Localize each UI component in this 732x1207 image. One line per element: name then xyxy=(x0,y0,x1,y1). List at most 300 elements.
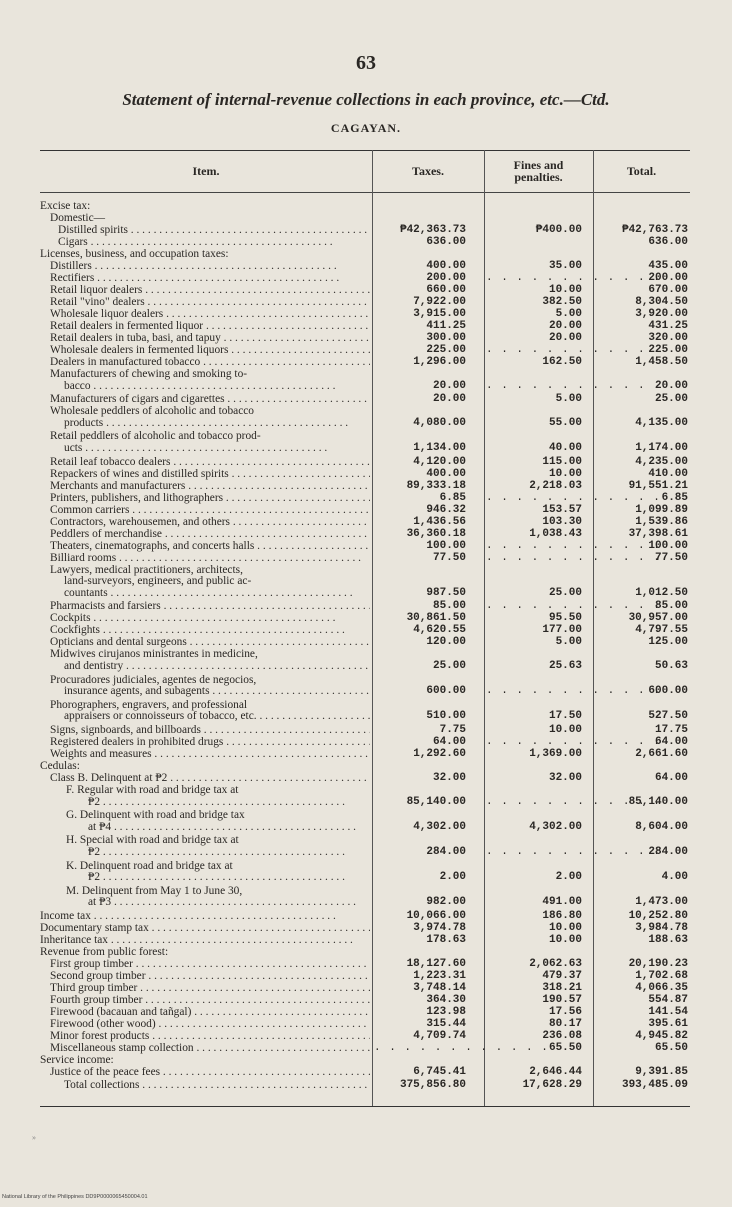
row-item-line: Lawyers, medical practitioners, architects, xyxy=(50,563,243,576)
row-taxes: 660.00 xyxy=(426,284,466,296)
row-fines xyxy=(486,345,582,357)
row-total: 320.00 xyxy=(648,332,688,344)
row-item-line: Repackers of wines and distilled spirits . . . xyxy=(40,469,370,481)
header-total: Total. xyxy=(626,164,657,178)
row-total: 4.00 xyxy=(661,871,688,884)
row-item xyxy=(40,297,370,309)
row-item-line: Cockpits . . . xyxy=(40,613,370,625)
row-fines: 153.57 xyxy=(542,503,582,516)
row-item-line: Contractors, warehousemen, and others . . . xyxy=(40,517,370,529)
row-taxes: 6,745.41 xyxy=(413,1066,466,1078)
row-item xyxy=(40,369,370,392)
row-total: 4,945.82 xyxy=(635,1030,688,1042)
row-fines: 55.00 xyxy=(548,416,582,429)
row-fines: 1,038.43 xyxy=(529,527,582,540)
row-taxes: 225.00 xyxy=(426,344,466,356)
row-item-line: ₱2 . . . xyxy=(40,847,370,859)
row-total: 6.85 xyxy=(661,491,688,504)
row-item xyxy=(40,1055,370,1067)
table-bottom-rule xyxy=(40,1106,690,1107)
row-item xyxy=(40,1007,370,1019)
table-row xyxy=(40,529,690,541)
row-total: 554.87 xyxy=(648,994,688,1006)
row-item-line: M. Delinquent from May 1 to June 30, xyxy=(66,884,243,897)
row-fines: 177.00 xyxy=(542,624,582,637)
row-item-line: Firewood (bacauan and tañgal) . . . xyxy=(40,1007,370,1019)
row-fines xyxy=(486,381,582,393)
row-fines: 10.00 xyxy=(548,284,582,296)
row-item-line: Excise tax: xyxy=(40,200,91,212)
page-title: Statement of internal-revenue collections in each province, etc.—Ctd. xyxy=(122,90,610,109)
row-total: 3,984.78 xyxy=(635,922,688,934)
row-item-line: First group timber . . . xyxy=(40,959,370,971)
row-item-line: G. Delinquent with road and bridge tax xyxy=(66,809,245,822)
row-item xyxy=(40,201,370,213)
row-item-line: Common carriers . . . xyxy=(40,505,370,517)
row-fines xyxy=(486,847,582,859)
table-row xyxy=(40,725,690,737)
table-row xyxy=(40,249,690,261)
table-row xyxy=(40,935,690,947)
row-item-line: Peddlers of merchandise . . . xyxy=(40,529,370,541)
table-row xyxy=(40,613,690,625)
row-item-line: Service income: xyxy=(40,1054,114,1066)
row-total: 435.00 xyxy=(648,260,688,272)
row-taxes: 1,292.60 xyxy=(413,748,466,760)
row-item xyxy=(40,637,370,649)
table-row xyxy=(40,773,690,785)
row-item-line: Merchants and manufacturers . . . xyxy=(40,481,370,493)
row-item xyxy=(40,971,370,983)
table-row xyxy=(40,394,690,406)
row-taxes: 123.98 xyxy=(426,1006,466,1018)
row-taxes xyxy=(374,1043,466,1055)
row-fines: 162.50 xyxy=(542,356,582,368)
row-item-line: Printers, publishers, and lithographers . . . xyxy=(40,493,370,505)
row-item xyxy=(40,321,370,333)
row-item-line: Cigars . . . xyxy=(40,237,370,249)
row-item-line: Wholesale peddlers of alcoholic and tobacco xyxy=(50,405,254,418)
row-taxes: 4,120.00 xyxy=(413,455,466,468)
row-item-line: ₱2 . . . xyxy=(40,872,370,884)
row-taxes: 3,748.14 xyxy=(413,982,466,994)
row-item-line: ₱2 . . . xyxy=(40,797,370,809)
row-taxes: 25.00 xyxy=(432,659,466,672)
table-row xyxy=(40,737,690,749)
table-row xyxy=(40,1019,690,1031)
row-total: 4,066.35 xyxy=(635,982,688,994)
row-fines: 4,302.00 xyxy=(529,820,582,833)
row-fines: 5.00 xyxy=(555,308,582,320)
row-item-line: Retail dealers in tuba, basi, and tapuy . . . xyxy=(40,333,370,345)
row-fines: 25.63 xyxy=(548,659,582,672)
row-item xyxy=(40,995,370,1007)
row-fines: 25.00 xyxy=(548,586,582,599)
row-item-line: Firewood (other wood) . . . xyxy=(40,1019,370,1031)
row-total: 4,135.00 xyxy=(635,416,688,429)
table-row xyxy=(40,1007,690,1019)
row-fines: 10.00 xyxy=(548,922,582,934)
row-taxes: 178.63 xyxy=(426,934,466,946)
row-fines: 2,062.63 xyxy=(529,958,582,970)
row-item xyxy=(40,959,370,971)
row-total: 50.63 xyxy=(654,659,688,672)
row-taxes: 3,974.78 xyxy=(413,922,466,934)
table-row xyxy=(40,861,690,884)
row-total: 10,252.80 xyxy=(628,910,688,922)
row-item-line: Manufacturers of chewing and smoking to- xyxy=(50,368,248,380)
row-fines: 236.08 xyxy=(542,1030,582,1042)
row-item xyxy=(40,565,370,600)
row-item-line: Cedulas: xyxy=(40,760,80,772)
row-taxes: 364.30 xyxy=(426,994,466,1006)
row-total: 64.00 xyxy=(654,736,688,748)
row-total: 1,012.50 xyxy=(635,586,688,599)
row-total: 125.00 xyxy=(648,636,688,649)
table-row xyxy=(40,345,690,357)
table-row xyxy=(40,1031,690,1043)
row-taxes: 18,127.60 xyxy=(406,958,466,970)
table-row xyxy=(40,201,690,213)
row-total: 20,190.23 xyxy=(628,958,688,970)
row-item xyxy=(40,505,370,517)
row-item-line: land-surveyors, engineers, and public ac- xyxy=(64,575,252,588)
row-taxes: 1,134.00 xyxy=(413,441,466,454)
row-item-line: Inheritance tax . . . xyxy=(40,935,370,947)
table-row xyxy=(40,983,690,995)
row-taxes: 600.00 xyxy=(426,685,466,698)
row-fines xyxy=(486,553,582,565)
table-row xyxy=(40,947,690,959)
row-taxes: 982.00 xyxy=(426,896,466,909)
table-row xyxy=(40,971,690,983)
row-fines: 491.00 xyxy=(542,896,582,909)
row-taxes: 20.00 xyxy=(432,379,466,392)
row-taxes: 300.00 xyxy=(426,332,466,344)
row-fines: 2.00 xyxy=(555,871,582,884)
row-fines: 80.17 xyxy=(548,1018,582,1030)
row-item-line: Class B. Delinquent at ₱2 . . . xyxy=(40,773,370,785)
row-fines: 17.50 xyxy=(548,710,582,723)
table-row xyxy=(40,261,690,273)
row-taxes: 64.00 xyxy=(432,736,466,748)
table-row xyxy=(40,321,690,333)
row-fines: 1,369.00 xyxy=(529,748,582,760)
row-item xyxy=(40,935,370,947)
row-item-line: Registered dealers in prohibited drugs . . . xyxy=(40,737,370,749)
table-row xyxy=(40,469,690,481)
row-item-line: Documentary stamp tax . . . xyxy=(40,923,370,935)
row-total: 4,235.00 xyxy=(635,455,688,468)
row-item xyxy=(40,225,370,237)
row-total: 225.00 xyxy=(648,344,688,356)
row-item xyxy=(40,749,370,761)
row-item xyxy=(40,649,370,672)
row-total: 65.50 xyxy=(654,1042,688,1054)
row-taxes: 120.00 xyxy=(426,636,466,649)
row-item xyxy=(40,457,370,469)
row-total: 636.00 xyxy=(648,236,688,248)
row-item xyxy=(40,835,370,858)
row-item xyxy=(40,333,370,345)
row-total: 9,391.85 xyxy=(635,1066,688,1078)
row-total: 77.50 xyxy=(654,551,688,564)
row-item-line: Miscellaneous stamp collection . . . xyxy=(40,1043,370,1055)
row-taxes: 77.50 xyxy=(432,551,466,564)
row-item-line: Third group timber . . . xyxy=(40,983,370,995)
table-row xyxy=(40,810,690,833)
row-item-line: Minor forest products . . . xyxy=(40,1031,370,1043)
row-item-line: Retail "vino" dealers . . . xyxy=(40,297,370,309)
row-fines: ₱400.00 xyxy=(535,224,582,236)
table-row xyxy=(40,493,690,505)
row-taxes: 510.00 xyxy=(426,710,466,723)
table-row xyxy=(40,431,690,454)
row-total: 527.50 xyxy=(648,710,688,723)
row-item xyxy=(40,725,370,737)
table-row xyxy=(40,959,690,971)
row-item-line: Phorographers, engravers, and professional xyxy=(50,698,248,711)
table-row xyxy=(40,625,690,637)
row-item xyxy=(40,469,370,481)
row-item-line: Retail peddlers of alcoholic and tobacco prod- xyxy=(50,430,261,443)
row-total: 64.00 xyxy=(654,772,688,784)
row-item-line: Wholesale liquor dealers . . . xyxy=(40,309,370,321)
row-item-line: at ₱3 . . . xyxy=(40,897,370,909)
row-item xyxy=(40,285,370,297)
row-item-line: Dealers in manufactured tobacco . . . xyxy=(40,357,370,369)
row-taxes: 400.00 xyxy=(426,260,466,272)
row-taxes: ₱42,363.73 xyxy=(399,224,466,236)
row-total: 1,458.50 xyxy=(635,356,688,368)
row-item-line: Wholesale dealers in fermented liquors . . . xyxy=(40,345,370,357)
table-row xyxy=(40,700,690,723)
table-row xyxy=(40,541,690,553)
table-row xyxy=(40,481,690,493)
row-total: 100.00 xyxy=(648,539,688,552)
row-taxes: 2.00 xyxy=(439,871,466,884)
row-taxes: 4,302.00 xyxy=(413,820,466,833)
row-item-line: Licenses, business, and occupation taxes: xyxy=(40,248,229,260)
row-taxes: 30,861.50 xyxy=(406,612,466,625)
row-fines: 20.00 xyxy=(548,320,582,332)
row-item-line: Income tax . . . xyxy=(40,911,370,923)
row-item xyxy=(40,261,370,273)
row-fines: 382.50 xyxy=(542,296,582,308)
row-taxes: 85.00 xyxy=(432,600,466,613)
row-total: 8,304.50 xyxy=(635,296,688,308)
row-fines: 10.00 xyxy=(548,467,582,480)
row-fines: 186.80 xyxy=(542,910,582,922)
row-total: 91,551.21 xyxy=(628,479,688,492)
row-item-line: Distilled spirits . . . xyxy=(40,225,370,237)
row-item xyxy=(40,861,370,884)
row-item xyxy=(40,983,370,995)
row-total: 30,957.00 xyxy=(628,612,688,625)
row-item-line: F. Regular with road and bridge tax at xyxy=(66,784,239,796)
row-total: 141.54 xyxy=(648,1006,688,1018)
total-row xyxy=(40,1080,690,1092)
row-item-line: at ₱4 . . . xyxy=(40,822,370,834)
table-row xyxy=(40,886,690,909)
row-total: 2,661.60 xyxy=(635,748,688,760)
row-total: 3,920.00 xyxy=(635,308,688,320)
table-row xyxy=(40,309,690,321)
row-item-line: ucts . . . xyxy=(40,443,370,455)
row-total: 1,099.89 xyxy=(635,503,688,516)
row-item xyxy=(40,481,370,493)
row-item xyxy=(40,529,370,541)
row-item-line: Retail leaf tobacco dealers . . . xyxy=(40,457,370,469)
row-taxes: 36,360.18 xyxy=(406,527,466,540)
table-row xyxy=(40,333,690,345)
row-item xyxy=(40,911,370,923)
table-row xyxy=(40,297,690,309)
table-row xyxy=(40,565,690,600)
row-fines xyxy=(486,273,582,285)
table-row xyxy=(40,995,690,1007)
row-taxes: 987.50 xyxy=(426,586,466,599)
row-item xyxy=(40,700,370,723)
table-row xyxy=(40,761,690,773)
row-fines: 190.57 xyxy=(542,994,582,1006)
row-item xyxy=(40,553,370,565)
row-item-line: Revenue from public forest: xyxy=(40,946,169,958)
row-fines xyxy=(486,493,582,505)
table-row xyxy=(40,835,690,858)
row-fines: 32.00 xyxy=(548,772,582,784)
row-item-line: Retail liquor dealers . . . xyxy=(40,285,370,297)
table-row xyxy=(40,1055,690,1067)
row-fines: 479.37 xyxy=(542,970,582,982)
table-row xyxy=(40,911,690,923)
row-item xyxy=(40,394,370,406)
row-taxes: 636.00 xyxy=(426,236,466,248)
row-item xyxy=(40,613,370,625)
row-item xyxy=(40,213,370,225)
row-taxes: 400.00 xyxy=(426,467,466,480)
table-row xyxy=(40,749,690,761)
row-item xyxy=(40,345,370,357)
row-total: 85.00 xyxy=(654,600,688,613)
row-taxes: 411.25 xyxy=(426,320,466,332)
row-total: 1,174.00 xyxy=(635,441,688,454)
row-item-line: Justice of the peace fees . . . xyxy=(40,1067,370,1079)
row-item-line: Procuradores judiciales, agentes de negocios, xyxy=(50,673,257,686)
row-item-line: bacco . . . xyxy=(40,381,370,393)
row-item-line: Weights and measures . . . xyxy=(40,749,370,761)
table-row xyxy=(40,675,690,698)
row-item xyxy=(40,737,370,749)
row-fines: 35.00 xyxy=(548,260,582,272)
row-fines: 2,646.44 xyxy=(529,1066,582,1078)
row-item-line: K. Delinquent road and bridge tax at xyxy=(66,859,233,872)
row-total: 1,702.68 xyxy=(635,970,688,982)
row-item-line: Midwives cirujanos ministrantes in medicine, xyxy=(50,648,258,661)
row-item-line: and dentistry . . . xyxy=(40,661,370,673)
row-total: 8,604.00 xyxy=(635,820,688,833)
row-taxes: 315.44 xyxy=(426,1018,466,1030)
row-taxes: 32.00 xyxy=(432,772,466,784)
row-taxes: 7,922.00 xyxy=(413,296,466,308)
row-total: 200.00 xyxy=(648,272,688,284)
row-item xyxy=(40,541,370,553)
row-item xyxy=(40,923,370,935)
row-item xyxy=(40,625,370,637)
page-number: 63 xyxy=(356,52,376,74)
table-row xyxy=(40,601,690,613)
row-taxes: 200.00 xyxy=(426,272,466,284)
table-row xyxy=(40,213,690,225)
row-fines xyxy=(486,541,582,553)
row-taxes: 85,140.00 xyxy=(406,795,466,808)
row-item-line: countants . . . xyxy=(40,588,370,600)
row-total: 670.00 xyxy=(648,284,688,296)
row-item xyxy=(40,309,370,321)
table-row xyxy=(40,517,690,529)
table-row xyxy=(40,457,690,469)
row-item xyxy=(40,1031,370,1043)
total-fines: 17,628.29 xyxy=(522,1079,582,1092)
row-taxes: 7.75 xyxy=(439,724,466,736)
row-total: 395.61 xyxy=(648,1018,688,1030)
row-total: 600.00 xyxy=(648,685,688,698)
row-total: 431.25 xyxy=(648,320,688,332)
table-row xyxy=(40,357,690,369)
row-fines: 2,218.03 xyxy=(529,479,582,492)
margin-mark: » xyxy=(32,1133,36,1142)
row-item xyxy=(40,431,370,454)
row-taxes: 89,333.18 xyxy=(406,479,466,492)
row-fines: 5.00 xyxy=(555,636,582,649)
row-item-line: Distillers . . . xyxy=(40,261,370,273)
row-item xyxy=(40,773,370,785)
row-item-line: Billiard rooms . . . xyxy=(40,553,370,565)
row-fines: 17.56 xyxy=(548,1006,582,1018)
row-taxes: 1,223.31 xyxy=(413,970,466,982)
header-item: Item. xyxy=(192,164,220,178)
row-item xyxy=(40,237,370,249)
header-taxes: Taxes. xyxy=(412,164,444,178)
row-item xyxy=(40,273,370,285)
row-item xyxy=(40,886,370,909)
table-row xyxy=(40,505,690,517)
row-item-line: H. Special with road and bridge tax at xyxy=(66,834,239,847)
table-row xyxy=(40,553,690,565)
row-item xyxy=(40,406,370,429)
row-fines: 115.00 xyxy=(542,455,582,468)
row-item xyxy=(40,785,370,808)
row-item xyxy=(40,810,370,833)
table-row xyxy=(40,1043,690,1055)
row-taxes: 4,080.00 xyxy=(413,416,466,429)
row-fines: 65.50 xyxy=(548,1042,582,1054)
row-fines: 40.00 xyxy=(548,441,582,454)
table-row xyxy=(40,406,690,429)
table-row xyxy=(40,369,690,392)
total-label: Total collections . . . xyxy=(40,1080,370,1092)
row-item-line: insurance agents, and subagents . . . xyxy=(40,686,370,698)
row-fines: 318.21 xyxy=(542,982,582,994)
row-total: 85,140.00 xyxy=(628,795,688,808)
header-fines: Fines and penalties. xyxy=(513,158,564,184)
row-taxes: 946.32 xyxy=(426,503,466,516)
row-taxes: 1,436.56 xyxy=(413,515,466,528)
row-item-line: appraisers or connoisseurs of tobacco, etc. . . . xyxy=(40,711,370,723)
row-item-line: Second group timber . . . xyxy=(40,971,370,983)
row-total: 20.00 xyxy=(654,379,688,392)
table-row xyxy=(40,637,690,649)
